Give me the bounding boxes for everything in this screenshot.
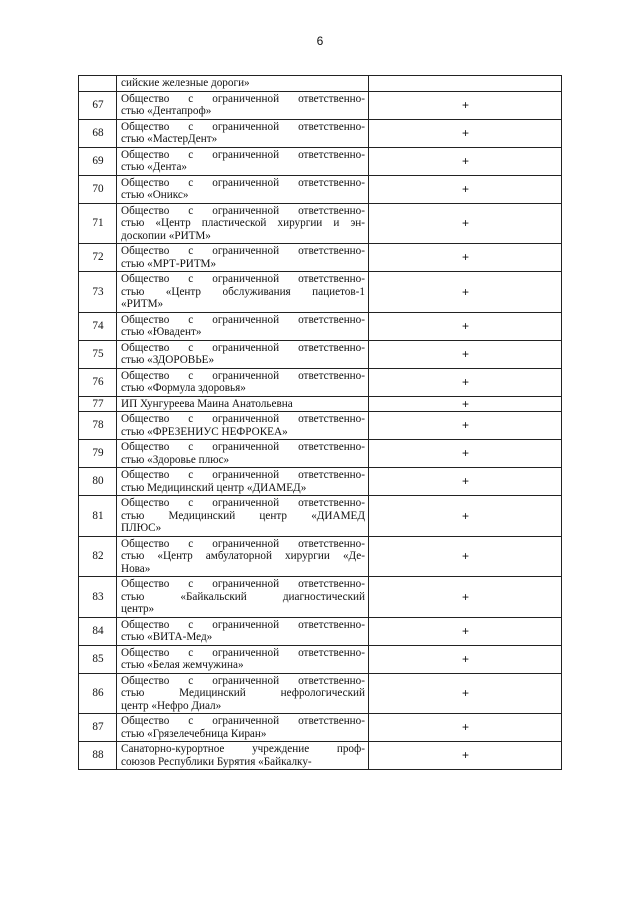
organization-name-line: стью «Грязелечебница Киран» <box>121 727 267 740</box>
participation-mark: + <box>369 714 562 742</box>
organization-name-line: Общество с ограниченной ответственно- <box>121 176 365 189</box>
organization-name-line: Общество с ограниченной ответственно- <box>121 245 365 257</box>
row-number: 84 <box>79 617 117 645</box>
organization-name-line: стью Медицинский нефрологический <box>121 687 365 699</box>
organization-name <box>117 91 369 119</box>
participation-mark: + <box>369 175 562 203</box>
organization-name <box>117 244 369 272</box>
participation-mark: + <box>369 396 562 412</box>
participation-mark <box>369 76 562 92</box>
organization-name-line: Общество с ограниченной ответственно- <box>121 413 365 425</box>
organization-name <box>117 412 369 440</box>
table-row <box>79 340 562 368</box>
organization-name-line: Общество с ограниченной ответственно- <box>121 369 365 382</box>
organization-name-line: центр «Нефро Диал» <box>121 699 222 712</box>
row-number: 69 <box>79 147 117 175</box>
participation-mark: + <box>369 440 562 468</box>
row-number: 78 <box>79 412 117 440</box>
organization-name-line: стью «Центр обслуживания пациетов-1 <box>121 285 365 298</box>
table-row <box>79 147 562 175</box>
organization-name-line: ИП Хунгуреева Маина Анатольевна <box>121 397 293 410</box>
organization-name <box>117 272 369 313</box>
organization-name-line: стью «ФРЕЗЕНИУС НЕФРОКЕА» <box>121 425 288 438</box>
organization-name <box>117 440 369 468</box>
table-row <box>79 496 562 537</box>
organization-name <box>117 147 369 175</box>
organization-name-line: Общество с ограниченной ответственно- <box>121 120 365 133</box>
organization-name-line: Санаторно-курортное учреждение проф- <box>121 743 365 755</box>
organization-name <box>117 496 369 537</box>
organization-name-line: союзов Республики Бурятия «Байкалку- <box>121 755 312 768</box>
participation-mark: + <box>369 119 562 147</box>
organization-name <box>117 577 369 618</box>
participation-mark: + <box>369 147 562 175</box>
organization-name-line: Общество с ограниченной ответственно- <box>121 441 365 453</box>
participation-mark: + <box>369 272 562 313</box>
row-number: 68 <box>79 119 117 147</box>
row-number: 72 <box>79 244 117 272</box>
organization-name-line: Нова» <box>121 562 151 575</box>
participation-mark: + <box>369 468 562 496</box>
row-number: 81 <box>79 496 117 537</box>
participation-mark: + <box>369 742 562 770</box>
organization-name <box>117 617 369 645</box>
organization-name-line: стью «Белая жемчужина» <box>121 659 244 671</box>
organization-name-line: стью «МРТ-РИТМ» <box>121 257 217 270</box>
organization-name <box>117 714 369 742</box>
participation-mark: + <box>369 577 562 618</box>
table-row <box>79 312 562 340</box>
table-row <box>79 468 562 496</box>
organization-name <box>117 340 369 368</box>
organization-name-line: Общество с ограниченной ответственно- <box>121 715 365 727</box>
organization-name-line: Общество с ограниченной ответственно- <box>121 646 365 659</box>
row-number <box>79 76 117 92</box>
organization-name-line: Общество с ограниченной ответственно- <box>121 313 365 326</box>
participation-mark: + <box>369 91 562 119</box>
participation-mark: + <box>369 496 562 537</box>
row-number: 73 <box>79 272 117 313</box>
organization-name <box>117 76 369 92</box>
organization-name-line: стью «Центр пластической хирургии и эн- <box>121 217 365 229</box>
table-row <box>79 203 562 244</box>
participation-mark: + <box>369 368 562 396</box>
participation-mark: + <box>369 617 562 645</box>
organization-name-line: Общество с ограниченной ответственно- <box>121 204 365 217</box>
organization-name-line: доскопии «РИТМ» <box>121 229 211 242</box>
table-row <box>79 368 562 396</box>
row-number: 74 <box>79 312 117 340</box>
organization-name-line: стью «МастерДент» <box>121 133 218 145</box>
organization-name-line: стью «ВИТА-Мед» <box>121 631 213 643</box>
organization-name-line: стью «Дента» <box>121 161 188 173</box>
participation-mark: + <box>369 673 562 714</box>
row-number: 71 <box>79 203 117 244</box>
organization-name-line: стью «Формула здоровья» <box>121 382 246 394</box>
organization-name-line: стью «Ювадент» <box>121 326 202 338</box>
row-number: 75 <box>79 340 117 368</box>
table-row <box>79 91 562 119</box>
row-number: 70 <box>79 175 117 203</box>
organization-name-line: стью «Центр амбулаторной хирургии «Де- <box>121 550 365 562</box>
row-number: 85 <box>79 645 117 673</box>
organization-name <box>117 175 369 203</box>
participation-mark: + <box>369 203 562 244</box>
organization-name <box>117 536 369 577</box>
table-row <box>79 617 562 645</box>
participation-mark: + <box>369 244 562 272</box>
table-row <box>79 536 562 577</box>
organization-name-line: Общество с ограниченной ответственно- <box>121 618 365 631</box>
row-number: 88 <box>79 742 117 770</box>
row-number: 76 <box>79 368 117 396</box>
table-row <box>79 714 562 742</box>
row-number: 83 <box>79 577 117 618</box>
organization-name-line: ПЛЮС» <box>121 522 162 534</box>
participation-mark: + <box>369 340 562 368</box>
organization-name <box>117 645 369 673</box>
row-number: 86 <box>79 673 117 714</box>
participation-mark: + <box>369 645 562 673</box>
organization-name <box>117 203 369 244</box>
organization-name <box>117 396 369 412</box>
organization-name-line: сийские железные дороги» <box>121 77 250 89</box>
organization-name-line: Общество с ограниченной ответственно- <box>121 273 365 285</box>
page-number: 6 <box>316 34 324 48</box>
table-row <box>79 577 562 618</box>
table-row <box>79 412 562 440</box>
organization-name <box>117 312 369 340</box>
organization-name-line: стью Медицинский центр «ДИАМЕД <box>121 509 365 522</box>
table-row <box>79 742 562 770</box>
organization-name-line: стью «ЗДОРОВЬЕ» <box>121 354 215 366</box>
organization-name-line: стью «Дентапроф» <box>121 105 212 117</box>
table-row <box>79 396 562 412</box>
organization-name <box>117 368 369 396</box>
row-number: 82 <box>79 536 117 577</box>
table-row <box>79 175 562 203</box>
row-number: 67 <box>79 91 117 119</box>
organizations-table <box>78 75 562 770</box>
participation-mark: + <box>369 536 562 577</box>
organization-name-line: Общество с ограниченной ответственно- <box>121 148 365 161</box>
organization-name-line: Общество с ограниченной ответственно- <box>121 497 365 509</box>
organization-name-line: Общество с ограниченной ответственно- <box>121 341 365 354</box>
participation-mark: + <box>369 412 562 440</box>
organization-name-line: Общество с ограниченной ответственно- <box>121 469 365 481</box>
row-number: 87 <box>79 714 117 742</box>
table-row <box>79 119 562 147</box>
organization-name-line: стью Медицинский центр «ДИАМЕД» <box>121 481 307 494</box>
row-number: 77 <box>79 396 117 412</box>
table-row <box>79 272 562 313</box>
organization-name-line: центр» <box>121 603 155 615</box>
organization-name-line: Общество с ограниченной ответственно- <box>121 674 365 687</box>
table-row <box>79 244 562 272</box>
organization-name <box>117 673 369 714</box>
organization-name-line: Общество с ограниченной ответственно- <box>121 578 365 590</box>
participation-mark: + <box>369 312 562 340</box>
table-row <box>79 440 562 468</box>
table-row <box>79 76 562 92</box>
organization-name-line: стью «Байкальский диагностический <box>121 590 365 603</box>
table-row <box>79 673 562 714</box>
organization-name <box>117 119 369 147</box>
organization-name-line: стью «Здоровье плюс» <box>121 453 230 466</box>
table-body <box>79 76 562 770</box>
table-row <box>79 645 562 673</box>
row-number: 79 <box>79 440 117 468</box>
row-number: 80 <box>79 468 117 496</box>
organization-name-line: Общество с ограниченной ответственно- <box>121 537 365 550</box>
organization-name-line: Общество с ограниченной ответственно- <box>121 92 365 105</box>
organization-name-line: «РИТМ» <box>121 298 164 310</box>
organization-name <box>117 742 369 770</box>
organization-name <box>117 468 369 496</box>
organization-name-line: стью «Оникс» <box>121 189 189 201</box>
